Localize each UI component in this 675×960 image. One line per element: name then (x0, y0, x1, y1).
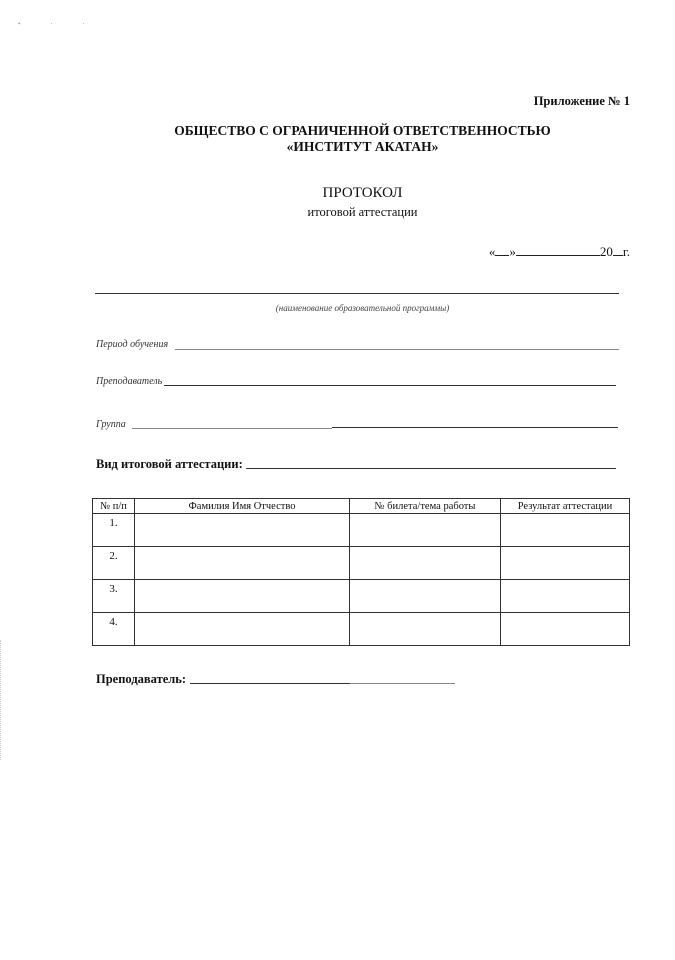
header-result: Результат аттестации (501, 499, 630, 514)
date-open-quote: « (488, 244, 496, 259)
name-cell[interactable] (135, 547, 350, 580)
row-number: 1. (93, 514, 135, 547)
table-row (93, 514, 630, 547)
day-blank[interactable] (495, 245, 509, 256)
organization-name (95, 123, 630, 155)
document-subtitle: итоговой аттестации (307, 205, 418, 219)
ticket-cell[interactable] (350, 514, 501, 547)
ticket-cell[interactable] (350, 613, 501, 646)
table-row (93, 580, 630, 613)
header-number: № п/п (93, 499, 135, 514)
attestation-type-label: Вид итоговой аттестации: (96, 457, 243, 471)
date-close-quote: » (509, 244, 516, 259)
program-name-note: (наименование образовательной программы) (275, 303, 450, 313)
document-title: ПРОТОКОЛ (322, 185, 403, 201)
group-label: Группа (96, 419, 126, 430)
attestation-type-line[interactable] (246, 468, 616, 469)
header-ticket-topic: № билета/тема работы (350, 499, 501, 514)
program-name-line[interactable] (95, 293, 619, 294)
year-century: 20 (599, 244, 613, 259)
result-cell[interactable] (501, 580, 630, 613)
footer-teacher-line-faint[interactable] (350, 683, 455, 684)
date-field (470, 244, 630, 260)
name-cell[interactable] (135, 514, 350, 547)
row-number: 3. (93, 580, 135, 613)
ticket-cell[interactable] (350, 580, 501, 613)
year-blank[interactable] (613, 245, 623, 256)
scan-artifact: • · · (18, 20, 99, 28)
row-number: 4. (93, 613, 135, 646)
appendix-label: Приложение № 1 (533, 94, 630, 108)
group-line-faint[interactable] (132, 428, 332, 429)
name-cell[interactable] (135, 580, 350, 613)
year-suffix: г. (622, 244, 630, 259)
month-blank[interactable] (516, 245, 600, 256)
header-full-name: Фамилия Имя Отчество (135, 499, 350, 514)
result-cell[interactable] (501, 613, 630, 646)
footer-teacher-label: Преподаватель: (96, 672, 187, 686)
table-row (93, 547, 630, 580)
ticket-cell[interactable] (350, 547, 501, 580)
organization-line-2: «ИНСТИТУТ АКАТАН» (286, 139, 439, 154)
organization-line-1: ОБЩЕСТВО С ОГРАНИЧЕННОЙ ОТВЕТСТВЕННОСТЬЮ (174, 123, 551, 138)
result-cell[interactable] (501, 514, 630, 547)
period-label: Период обучения (96, 339, 169, 350)
table-row (93, 613, 630, 646)
scan-edge-artifact (0, 640, 4, 760)
group-line[interactable] (332, 427, 618, 428)
result-cell[interactable] (501, 547, 630, 580)
name-cell[interactable] (135, 613, 350, 646)
table-header-row (93, 499, 630, 514)
teacher-label: Преподаватель (96, 376, 163, 387)
footer-teacher-line[interactable] (190, 683, 350, 684)
attestation-table (92, 498, 630, 646)
row-number: 2. (93, 547, 135, 580)
period-line[interactable] (175, 349, 619, 350)
teacher-line[interactable] (164, 385, 616, 386)
